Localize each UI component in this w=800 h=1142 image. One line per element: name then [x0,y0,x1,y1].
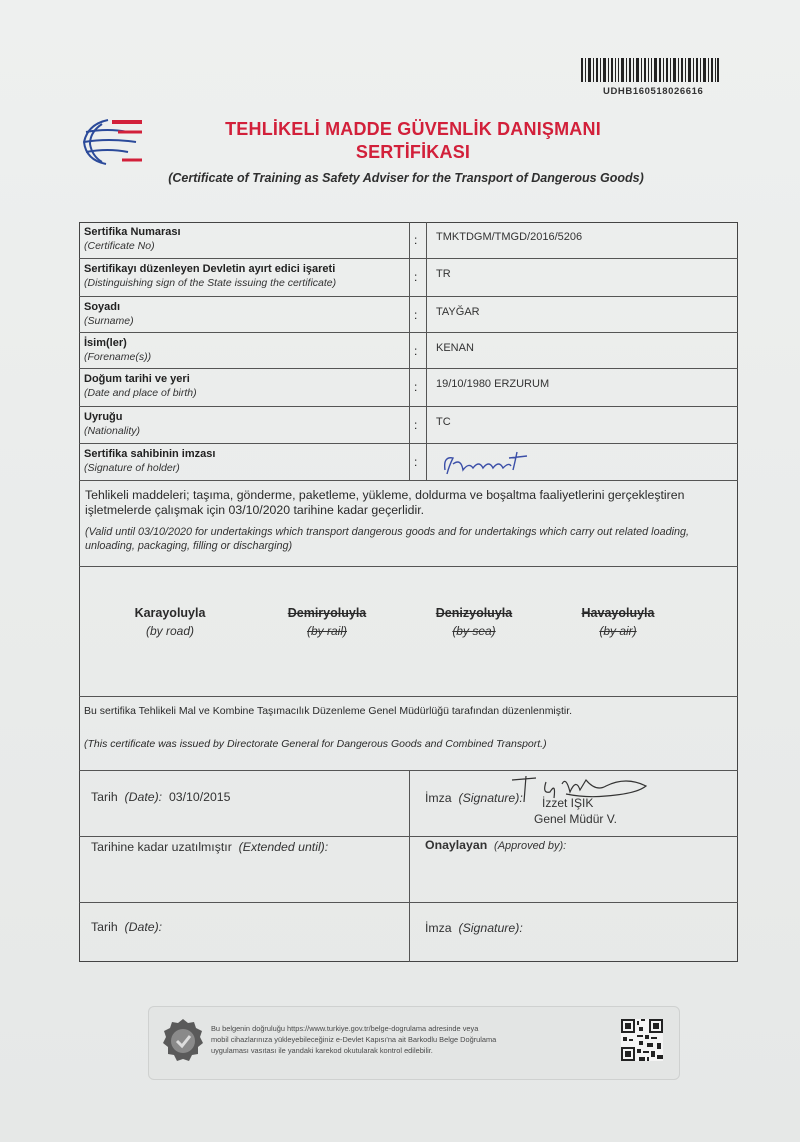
qr-code [621,1019,663,1061]
row-label: Uyruğu [84,411,123,423]
row-label: Doğum tarihi ve yeri [84,373,190,385]
mode-sea [399,606,549,638]
mode-label-en: (by air) [599,624,637,638]
verification-line: Bu belgenin doğruluğu https://www.turkiye.gov.tr/belge-dogrulama adresinde veya [211,1024,479,1033]
verification-seal-icon [161,1017,205,1067]
certificate-number-value: TMKTDGM/TMGD/2016/5206 [436,231,583,243]
row-forename [79,333,738,369]
verification-line: uygulaması vasıtası ile yandaki karekod okutularak kontrol edilebilir. [211,1046,433,1055]
mode-rail [252,606,402,638]
date-label: Tarih [91,920,118,934]
extension-date [91,920,162,934]
row-state-sign [79,259,738,297]
colon: : [414,270,418,284]
holder-signature [439,448,539,478]
validity-text: Tehlikeli maddeleri; taşıma, gönderme, paketleme, yükleme, doldurma ve boşaltma faaliyetlerini gerçekleştiren işletmelerde çalışmak için 03/10/2020 tarihine kadar geçerlidir. [85,488,685,517]
row-label-en: (Signature of holder) [84,462,180,474]
signer-title: Genel Müdür V. [534,812,617,826]
barcode [581,58,719,82]
nationality-value: TC [436,416,451,428]
approved-label: Onaylayan [425,838,488,852]
mode-label-en: (by road) [145,624,195,638]
row-label-en: (Nationality) [84,425,141,437]
issued-by-text: Bu sertifika Tehlikeli Mal ve Kombine Taşımacılık Düzenleme Genel Müdürlüğü tarafından düzenlenmiştir. [84,705,573,717]
certificate-subtitle: (Certificate of Training as Safety Adviser for the Transport of Dangerous Goods) [168,171,644,185]
verification-box [148,1006,680,1080]
mode-label-en: (by sea) [452,624,496,638]
colon: : [414,380,418,394]
mode-label: Denizyoluyla [435,606,513,620]
row-label: Sertifika sahibinin imzası [84,448,216,460]
approved-label-en: (Approved by): [494,840,567,852]
row-label-en: (Forename(s)) [84,351,152,363]
certificate-title-line2: SERTİFİKASI [355,142,471,162]
mode-road [95,606,245,638]
row-label: Sertifika Numarası [84,226,181,238]
state-sign-value: TR [436,268,451,280]
mode-air [543,606,693,638]
mode-label: Havayoluyla [581,606,655,620]
colon: : [414,418,418,432]
signer-name: İzzet IŞIK [542,796,594,810]
signature-label: İmza [425,921,452,935]
colon: : [414,233,418,247]
forename-value: KENAN [436,342,474,354]
row-certificate-no [79,222,738,259]
colon: : [414,344,418,358]
date-label-en: (Date): [124,920,163,934]
colon: : [414,455,418,469]
row-surname [79,297,738,333]
extension-signature [425,921,523,935]
row-label-en: (Date and place of birth) [84,387,197,399]
issue-date-value: 03/10/2015 [168,790,231,804]
row-label: Sertifikayı düzenleyen Devletin ayırt edici işareti [84,263,336,275]
issue-date [91,790,230,804]
date-label: Tarih [91,790,118,804]
row-label-en: (Distinguishing sign of the State issuing the certificate) [84,277,337,289]
extended-label-en: (Extended until): [238,840,329,854]
signature-label: İmza [425,791,452,805]
birth-value: 19/10/1980 ERZURUM [436,378,550,390]
barcode-number: UDHB160518026616 [603,86,704,97]
row-birth [79,369,738,407]
date-label-en: (Date): [124,790,163,804]
certificate-title: TEHLİKELİ MADDE GÜVENLİK DANIŞMANI [225,119,601,139]
signature-label-en: (Signature): [458,791,523,805]
validity-text-en: (Valid until 03/10/2020 for undertakings which transport dangerous goods and for undertakings which carry out related loading, unloading, packaging, filling or discharging) [85,526,689,552]
extended-label: Tarihine kadar uzatılmıştır [91,840,232,854]
verification-line: mobil cihazlarınıza yükleyebileceğiniz e-Devlet Kapısı'na ait Barkodlu Belge Doğrulama [211,1035,497,1044]
surname-value: TAYĞAR [436,306,480,318]
row-holder-signature [79,444,738,481]
validity-section [79,481,738,567]
signature-label-en: (Signature): [458,921,523,935]
approved-by [425,838,566,852]
row-label: Soyadı [84,301,121,313]
issued-by-text-en: (This certificate was issued by Directorate General for Dangerous Goods and Combined Transport.) [84,738,547,750]
mode-label-en: (by rail) [306,624,347,638]
row-nationality [79,407,738,444]
verification-text [211,1023,551,1056]
row-label-en: (Surname) [84,315,134,327]
mode-label: Demiryoluyla [287,606,367,620]
colon: : [414,308,418,322]
extended-until [91,840,328,854]
mode-label: Karayoluyla [134,606,206,620]
row-label: İsim(ler) [84,337,127,349]
row-label-en: (Certificate No) [84,240,155,252]
